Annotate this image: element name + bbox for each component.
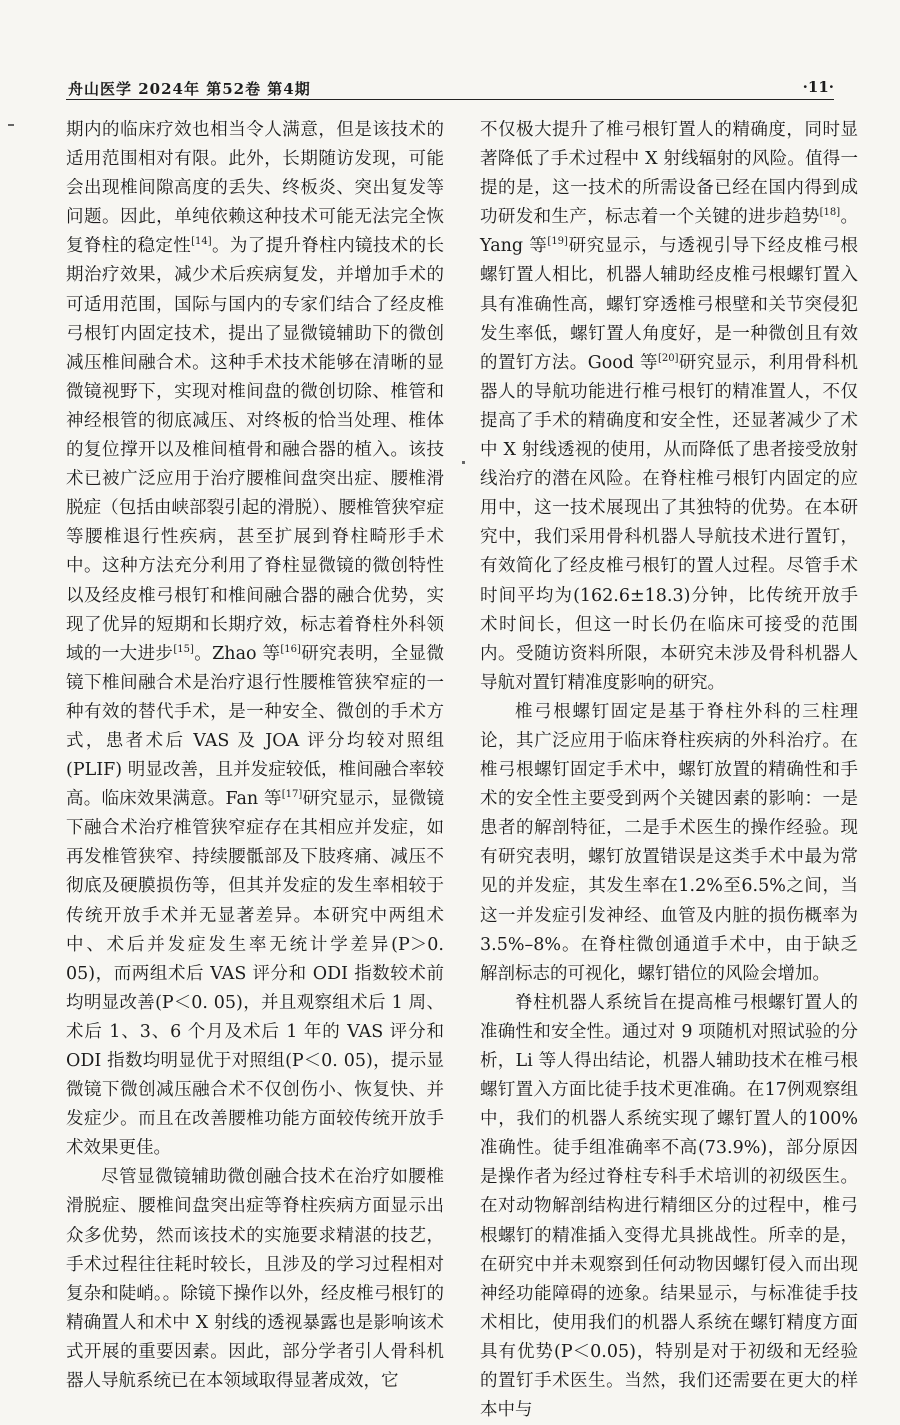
citation: [16] bbox=[280, 643, 301, 655]
citation: [14] bbox=[191, 236, 212, 248]
paragraph: 椎弓根螺钉固定是基于脊柱外科的三柱理论，其广泛应用于临床脊柱疾病的外科治疗。在椎弓根螺钉固定手术中，螺钉放置的精确性和手术的安全性主要受到两个关键因素的影响：一是患者的解剖特征，二是手术医生的操作经验。现有研究表明，螺钉放置错误是这类手术中最为常见的并发症，其发生率在1.2%至6.5%之间，当这一并发症引发神经、血管及内脏的损伤概率为3.5%–8%。在脊柱微创通道手术中，由于缺乏解剖标志的可视化，螺钉错位的风险会增加。 bbox=[480, 701, 858, 984]
text-run: 尽管显微镜辅助微创融合技术在治疗如腰椎滑脱症、腰椎间盘突出症等脊柱疾病方面显示出众多优势，然而该技术的实施要求精湛的技艺，手术过程往往耗时较长，且涉及的学习过程相对复杂和陡峭。。除镜下操作以外，经皮椎弓根钉的精确置人和术中 X 射线的透视暴露也是影响该术式开展的重要因素。因此，部分学者引人骨科机器人导航系统已在本领域取得显著成效，它 bbox=[66, 1167, 444, 1392]
scan-dot bbox=[462, 461, 465, 464]
citation: [18] bbox=[819, 207, 841, 219]
journal-title: 舟山医学 2024年 第52卷 第4期 bbox=[68, 80, 311, 98]
text-run: 期内的临床疗效也相当令人满意，但是该技术的适用范围相对有限。此外，长期随访发现，可能会出现椎间隙高度的丢失、终板炎、突出复发等问题。因此，单纯依赖这种技术可能无法完全恢复脊柱的稳定性 bbox=[66, 120, 444, 257]
citation: [15] bbox=[173, 643, 194, 655]
text-run: 研究显示，显微镜下融合术治疗椎管狭窄症存在其相应并发症，如再发椎管狭窄、持续腰骶部及下肢疼痛、减压不彻底及硬膜损伤等，但其并发症的发生率相较于传统开放手术并无显著差异。本研究中两组术中、术后并发症发生率无统计学差异(P＞0. 05)，而两组术后 VAS 评分和 ODI 指数较术前均明显改善(P＜0. 05)，并且观察组术后 1 周、术后 1、3、6 个月及术后 1 年的 VAS 评分和 ODI 指数均明显优于对照组(P＜0. 05)，提示显微镜下微创减压融合术不仅创伤小、恢复快、并发症少。而且在改善腰椎功能方面较传统开放手术效果更佳。 bbox=[66, 789, 445, 1159]
paragraph: 脊柱机器人系统旨在提高椎弓根螺钉置人的准确性和安全性。通过对 9 项随机对照试验的分析，Li 等人得出结论，机器人辅助技术在椎弓根螺钉置入方面比徒手技术更准确。在17例观察组中，我们的机器人系统实现了螺钉置人的100%准确性。徒手组准确率不高(73.9%)，部分原因是操作者为经过脊柱专科手术培训的初级医生。在对动物解剖结构进行精细区分的过程中，椎弓根螺钉的精准插入变得尤具挑战性。所幸的是，在研究中并未观察到任何动物因螺钉侵入而出现神经功能障碍的迹象。结果显示，与标准徒手技术相比，使用我们的机器人系统在螺钉精度方面具有优势(P＜0.05)，特别是对于初级和无经验的置钉手术医生。当然，我们还需要在更大的样本中与 bbox=[480, 992, 858, 1421]
text-run: 。为了提升脊柱内镜技术的长期治疗效果，减少术后疾病复发，并增加手术的可适用范围，国际与国内的专家们结合了经皮椎弓根钉内固定技术，提出了显微镜辅助下的微创减压椎间融合术。这种手术技术能够在清晰的显微镜视野下，实现对椎间盘的微创切除、椎管和神经根管的彻底减压、对终板的恰当处理、椎体的复位撑开以及椎间植骨和融合器的植入。该技术已被广泛应用于治疗腰椎间盘突出症、腰椎滑脱症（包括由峡部裂引起的滑脱）、腰椎管狭窄症等腰椎退行性疾病，甚至扩展到脊柱畸形手术中。这种方法充分利用了脊柱显微镜的微创特性以及经皮椎弓根钉和椎间融合器的融合优势，实现了优异的短期和长期疗效，标志着脊柱外科领域的一大进步 bbox=[66, 236, 445, 664]
text-run: 研究表明，全显微镜下椎间融合术是治疗退行性腰椎管狭窄症的一种有效的替代手术，是一种安全、微创的手术方式，患者术后 VAS 及 JOA 评分均较对照组(PLIF) 明显改善，且并发症较低，椎间融合率较高。临床效果满意。Fan 等 bbox=[66, 643, 445, 810]
text-run: 。Zhao 等 bbox=[193, 643, 281, 664]
paragraph bbox=[66, 116, 444, 1163]
text-run: 研究显示，与透视引导下经皮椎弓根螺钉置人相比，机器人辅助经皮椎弓根螺钉置入具有准确性高，螺钉穿透椎弓根壁和关节突侵犯发生率低，螺钉置人角度好，是一种微创且有效的置钉方法。Good 等 bbox=[480, 236, 858, 373]
left-column bbox=[66, 116, 444, 1396]
text-run: 。Yang 等 bbox=[480, 207, 858, 257]
citation: [20] bbox=[657, 352, 679, 364]
header-rule bbox=[66, 99, 834, 100]
paragraph bbox=[66, 1163, 444, 1396]
text-run: 不仅极大提升了椎弓根钉置人的精确度，同时显著降低了手术过程中 X 射线辐射的风险。值得一提的是，这一技术的所需设备已经在国内得到成功研发和生产，标志着一个关键的进步趋势 bbox=[480, 120, 858, 228]
text-run: 研究显示，利用骨科机器人的导航功能进行椎弓根钉的精准置人，不仅提高了手术的精确度和安全性，还显著减少了术中 X 射线透视的使用，从而降低了患者接受放射线治疗的潜在风险。在脊柱椎弓根钉内固定的应用中，这一技术展现出了其独特的优势。在本研究中，我们采用骨科机器人导航技术进行置钉，有效简化了经皮椎弓根钉的置人过程。尽管手术时间平均为(162.6±18.3)分钟，比传统开放手术时间长，但这一时长仍在临床可接受的范围内。受随访资料所限，本研究未涉及骨科机器人导航对置钉精准度影响的研究。 bbox=[480, 352, 858, 693]
paragraph bbox=[480, 116, 858, 698]
running-header bbox=[66, 74, 834, 100]
citation: [19] bbox=[547, 236, 568, 248]
page-number: ·11· bbox=[802, 78, 834, 96]
right-column bbox=[480, 116, 858, 1425]
scan-mark bbox=[8, 124, 14, 126]
citation: [17] bbox=[281, 789, 303, 801]
